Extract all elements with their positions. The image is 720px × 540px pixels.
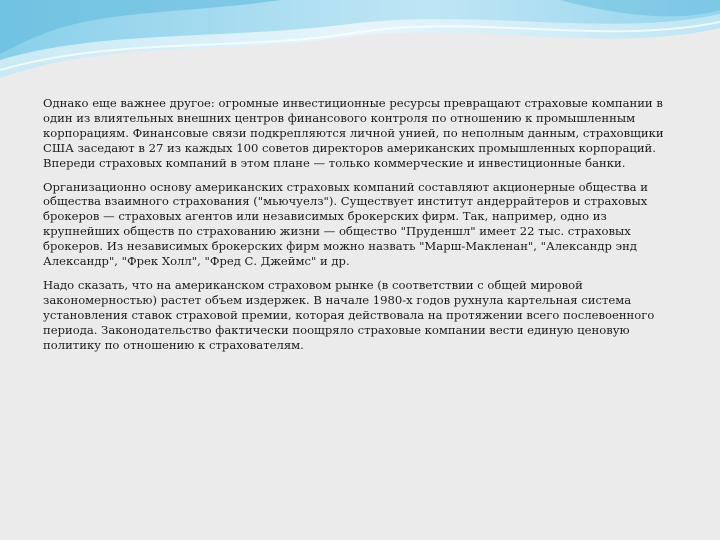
slide-content [43, 96, 683, 362]
paragraph-1: Однако еще важнее другое: огромные инвестиционные ресурсы превращают страховые компании в один из влиятельных внешних центров финансового контроля по отношению к промышленным корпорациям. Финансовые связи подкрепляются личной унией, по неполным данным, страховщики США заседают в 27 из каждых 100 советов директоров американских промышленных корпораций. Впереди страховых компаний в этом плане — только коммерческие и инвестиционные банки. [43, 96, 664, 170]
paragraph-2: Организационно основу американских страховых компаний составляют акционерные общества и общества взаимного страхования ("мьючуелз"). Существует институт андеррайтеров и страховых брокеров — страховых агентов или независимых брокерских фирм. Так, например, одно из крупнейших обществ по страхованию жизни — общество "Пруденшл" имеет 22 тыс. страховых брокеров. Из независимых брокерских фирм можно назвать "Марш-Макленан", "Александр энд Александр", "Фрек Холл", "Фред С. Джеймс" и др. [43, 179, 648, 269]
paragraph-3: Надо сказать, что на американском страховом рынке (в соответствии с общей мировой закономерностью) растет объем издержек. В начале 1980-х годов рухнула картельная система установления ставок страховой премии, которая действовала на протяжении всего послевоенного периода. Законодательство фактически поощряло страховые компании вести единую ценовую политику по отношению к страхователям. [43, 277, 655, 352]
decorative-wave [0, 0, 720, 110]
